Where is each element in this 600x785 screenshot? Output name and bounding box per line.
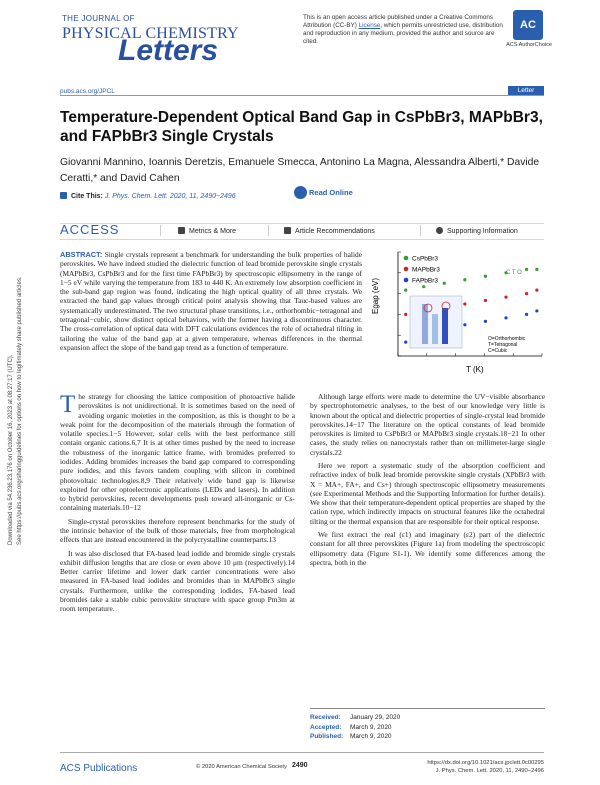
divider [420, 225, 421, 236]
inset-legend-line1: O=Orthorhombic [488, 336, 526, 342]
dates-rule [310, 708, 545, 709]
inset-structures [410, 296, 462, 348]
abstract [60, 250, 362, 352]
copyright: © 2020 American Chemical Society [196, 764, 287, 770]
data-point-fapbbr3 [463, 323, 466, 326]
published-date: March 9, 2020 [350, 733, 392, 740]
cite-ref[interactable]: 2020, 11, 2490−2496 [169, 193, 236, 200]
recommendations-label: Article Recommendations [295, 228, 375, 235]
legend-cs: CsPbBr3 [412, 255, 439, 263]
paragraph: Single-crystal perovskites therefore represent benchmarks for the study of the intrinsic behavior of the bulk of those materials, free from morphological effects that are instead encountered in the polycrystalline counterparts.13 [60, 516, 295, 545]
oa-text1: This is an open access article published under a Creative Commons Attribution (CC-BY) [303, 14, 494, 29]
data-point-fapbbr3 [484, 320, 487, 323]
y-axis-label: Egap (eV) [371, 277, 380, 314]
footer-doi [410, 760, 544, 775]
drop-cap: T [60, 391, 76, 418]
paragraph: Here we report a systematic study of the absorption coefficient and refractive index of bulk lead bromide perovskite single crystals (XPbBr3 with X = MA+, FA+, and Cs+) through spectroscopic ellipsometry measurements (see Experimental Methods and the Supporting Information for further details). We show that their temperature-dependent optical properties are shaped by the cation type, which indirectly impacts on structural features like the octahedral tilting or the thermal expansion that are responsible for their optical response. [310, 460, 545, 526]
received-label: Received: [310, 714, 341, 721]
legend-fa: FAPbBr3 [412, 277, 439, 285]
cite-this [60, 192, 236, 200]
metrics-link[interactable] [178, 227, 236, 235]
data-point-fapbbr3 [525, 313, 528, 316]
author-list: Giovanni Mannino, Ioannis Deretzis, Emanuele Smecca, Antonino La Magna, Alessandra Alberti,* Davide Ceratti,* and David Cahen [60, 157, 540, 184]
data-point-cspbbr3 [404, 289, 407, 292]
sharing-notice: See https://pubs.acs.org/sharingguidelines for options on how to legitimately share published articles. [17, 276, 23, 545]
access-label: ACCESS [60, 222, 120, 237]
divider [160, 225, 161, 236]
cite-journal[interactable]: J. Phys. Chem. Lett. [104, 193, 168, 200]
read-online-button[interactable]: Read Online [309, 188, 353, 197]
article-dates [310, 713, 400, 742]
data-point-mapbbr3 [484, 299, 487, 302]
data-point-cspbbr3 [535, 268, 538, 271]
published-label: Published: [310, 733, 344, 740]
footer-rule [60, 752, 544, 753]
x-axis-label: T (K) [466, 365, 484, 374]
accepted-date: March 9, 2020 [350, 723, 392, 731]
journal-logo-line3: Letters [118, 34, 219, 67]
doi-link[interactable]: https://dx.doi.org/10.1021/acs.jpclett.0c00295 [427, 760, 544, 766]
toc-graphic [366, 244, 546, 379]
cite-icon [60, 192, 67, 199]
data-point-cspbbr3 [525, 268, 528, 271]
inset-legend-line2: T=Tetragonal [488, 342, 518, 348]
journal-logo-line1: THE JOURNAL OF [62, 14, 135, 23]
phase-labels: C T O [506, 270, 522, 276]
paragraph: We first extract the real (ε1) and imaginary (ε2) part of the dielectric constant for all three perovskites (Figure 1a) from modeling the spectroscopic ellipsometry data (Figure S1-1). We identify some differences among the spectra, both in the [310, 529, 545, 567]
abstract-label: ABSTRACT: [60, 250, 103, 259]
legend-marker-cs [404, 256, 409, 261]
authorchoice-badge: AC [513, 10, 543, 40]
cite-label: Cite This: [71, 193, 103, 200]
data-point-cspbbr3 [443, 282, 446, 285]
authorchoice-label: ACS AuthorChoice [506, 42, 552, 48]
data-point-fapbbr3 [535, 309, 538, 312]
header-rule [60, 95, 544, 96]
article-type-tag: Letter [508, 86, 544, 96]
legend-marker-fa [404, 278, 409, 283]
footer-citation: J. Phys. Chem. Lett. 2020, 11, 2490−2496 [435, 767, 544, 774]
read-online-icon[interactable] [294, 186, 307, 199]
data-point-cspbbr3 [463, 278, 466, 281]
legend-ma: MAPbBr3 [412, 266, 440, 274]
data-point-cspbbr3 [422, 285, 425, 288]
accepted-label: Accepted: [310, 723, 342, 731]
metrics-icon [178, 227, 185, 234]
legend-marker-ma [404, 267, 409, 272]
supporting-info-link[interactable] [436, 227, 518, 235]
data-point-mapbbr3 [463, 302, 466, 305]
paragraph: It was also disclosed that FA-based lead iodide and bromide single crystals exhibit diffusion lengths that are close or even above 10 μm (respectively).14 Better carrier lifetime and lower dark carrier concentrations were also measured in FA-based lead iodides and bromides than in MAPbBr3 single crystals. Furthermore, unlike the corresponding iodides, FA-based lead bromides take a stable cubic perovskite structure with space group Pm3m at room temperature. [60, 548, 295, 614]
download-notice: Downloaded via 54.236.23.176 on October 16, 2023 at 08:27:17 (UTC). [8, 354, 14, 545]
page-number: 2490 [292, 762, 308, 769]
acs-publications-logo[interactable]: ACS Publications [60, 763, 138, 774]
journal-url[interactable]: pubs.acs.org/JPCL [60, 88, 115, 95]
recommendations-link[interactable] [284, 227, 375, 235]
divider [268, 225, 269, 236]
supporting-info-label: Supporting Information [447, 228, 518, 235]
data-point-mapbbr3 [525, 292, 528, 295]
license-link[interactable]: License [358, 22, 381, 29]
open-access-note [303, 14, 508, 46]
inset-legend-line3: C=Cubic [488, 348, 508, 354]
journal-logo-line2: PHYSICAL CHEMISTRY [62, 25, 239, 42]
recommendations-icon [284, 227, 291, 234]
data-point-fapbbr3 [404, 341, 407, 344]
received-date: January 29, 2020 [350, 714, 401, 721]
data-point-mapbbr3 [404, 313, 407, 316]
data-point-fapbbr3 [504, 316, 507, 319]
abstract-text: Single crystals represent a benchmark for understanding the bulk properties of halide perovskites. We have indeed studied the dielectric function of lead bromide perovskite single crystals (MAPbBr3, CsPbBr3 and for the first time FAPbBr3) by spectroscopic ellipsometry in the range of 1−5 eV while varying the temperature from 183 to 440 K. An extremely low absorption coefficient in the sub-band gap region was found, indicating the high optical quality of all three crystals. We extracted the band gap values through critical point analysis showing that Tauc-based values are systematically underestimated. The two structural phase transitions, i.e., orthorhombic−tetragonal and tetragonal−cubic, show distinct optical behaviors, with the former having a discontinuous character. The cross-correlation of optical data with DFT calculations evidences the role of octahedral tilting in tailoring the value of the band gap at a given temperature, whereas differences in the thermal expansion affect the slope of the band gap trend as a function of temperature. [60, 250, 362, 352]
data-point-mapbbr3 [535, 289, 538, 292]
paragraph: he strategy for choosing the lattice composition of photoactive halide perovskites is not unidirectional. It is sometimes based on the need of avoiding organic moieties in the composition, as this is thought to be a weak point for the decomposition of the materials through the formation of volatile species.1−5 However, solar cells with the best performance still contain organic cations.6,7 It is at other times pushed by the need to increase the robustness of the inorganic lattice frame, with bromides preferred to iodides. Adding bromides increases the band gap compared to corresponding pure iodides, and this favors tandem coupling with silicon in combined photovoltaic technologies.8,9 Their relatively wide band gap is likewise exploited for other optoelectronic applications (LEDs and lasers). In addition to hybrid perovskites, recent developments push toward all-inorganic or Cs-containing materials.10−12 [60, 392, 295, 513]
body-column-right [310, 392, 545, 571]
oa-text2: , which permits unrestricted use, distribution and reproduction in any medium, provided the author and source are cited. [303, 22, 503, 45]
metrics-label: Metrics & More [189, 228, 237, 235]
data-point-mapbbr3 [504, 295, 507, 298]
data-point-cspbbr3 [484, 275, 487, 278]
body-column-left [60, 392, 295, 617]
supporting-info-icon [436, 227, 443, 234]
article-title: Temperature-Dependent Optical Band Gap in CsPbBr3, MAPbBr3, and FAPbBr3 Single Crystals [60, 109, 543, 145]
paragraph: Although large efforts were made to determine the UV−visible absorbance by spectrophotometric analyses, to the best of our knowledge very little is known about the optical and dielectric properties of single-crystal lead bromide perovskites.14−17 The literature on the optical constants of lead bromide perovskites is limited to CsPbBr3 or MAPbBr3 single crystals.18−21 In other cases, the study relies on nanocrystals rather than on millimeter-large single crystals.22 [310, 392, 545, 457]
